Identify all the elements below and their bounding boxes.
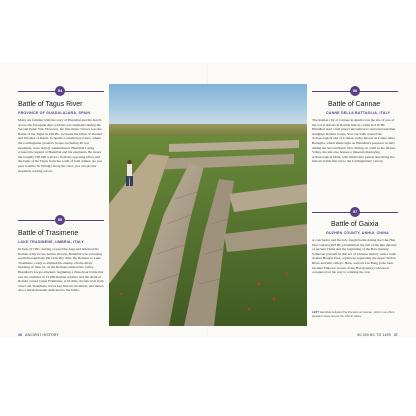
photo-caption <box>312 311 398 318</box>
entry-location: GUZHEN COUNTY, ANHUI, CHINA <box>326 231 389 235</box>
entry-body: Many are familiar with the story of Hannibal and his march across the European Alps with his war elephants during the Second Punic War. However, his first major victory was the Battle of the Tagus in 220 BC, between the tribes of Oretani and Olcades of Iberia. In Spain's Castellón province, where the Carthaginian ground's troops, including 40 war elephants, were largely outnumbered, Hannibal's army crossed the legend of Hannibal and his elephants. Be aware the roughly 100,000 warriors from the opposing tribes and the bank of the Tagus from the south of both armies. As you pass Castillo de Villalga along the river, you can picture elephants wading across. <box>18 118 103 173</box>
entry-body: In June 217 BC, having crossed the Alps and defeated the Roman army in two battles already, Hannibal was sweeping south through Italy. He tactically drew the Romans to Lake Trasimene, ready to ambush his enemy. On the misty morning of June 21, as the Romans entered the valley, Hannibal's troops attacked, beginning a three-hour battle that saw the enemies of 15,000 Roman soldiers and the death of Roman consul Gaius Flaminius. A 10-mile circular trail from Tuoro sul Trasimeno traces key historic moments, and there's also a small museum dedicated to the battle. <box>18 247 104 293</box>
entry-number-badge: 57 <box>350 207 360 217</box>
cannae-photo <box>109 84 307 326</box>
entry-title: Battle of Gaixia <box>331 221 379 228</box>
entry-location: PROVINCE OF GUADALAJARA, SPAIN <box>18 111 91 115</box>
running-head: 50,000 BC TO 1499 <box>357 333 391 337</box>
right-folio <box>357 333 398 337</box>
left-folio <box>18 333 59 337</box>
entry-body: The Roman city of Cannae in Apulia was the site of one of the worst defeats in Roman history, when in 216 BC Hannibal used a full pincer movement to surround and then slaughter Roman troops. You can walk around the archaeological site of Cannae, today known as Canne della Battaglia, which sheds light on Hannibal's presence in Italy during the Second Punic War. Sitting on a hill in the Ofanto Valley, the site also houses a museum displaying archaeological finds, with illustrative panels describing the historic battle that led to the Carthaginians' victory. <box>312 118 396 164</box>
entry-title: Battle of Trasimene <box>18 230 79 237</box>
entry-title: Battle of Tagus River <box>18 101 83 108</box>
entry-number-badge: 55 <box>55 215 65 225</box>
caption-lead: LEFT <box>312 310 319 314</box>
entry-location: CANNE DELLA BATTAGLIA, ITALY <box>326 111 391 115</box>
entry-body: A conclusive and fiercely fought battle during the Chu-Han War, Gaixia (203 BC) determined the fall of the Qin dynasty of ancient China and the beginning of the Han dynasty. Someone yourself in this era of Chinese history with a walk around Hongxi Pass, a gateway separating the upper Yellow River and Wei valleys. Here, warlord Liu Bang (who later became Emperor Gaozu of the Han dynasty) advanced conquered on his way to winning the war. <box>312 238 397 275</box>
caption-text: Hannibal defeated the Romans at Cannae, which now offers pleasant views across the Ofanto Valley. <box>312 310 395 318</box>
page-number: 37 <box>393 333 398 337</box>
running-head: ANCIENT HISTORY <box>25 333 59 337</box>
entry-location: LAKE TRASIMENE, UMBRIA, ITALY <box>18 240 84 244</box>
page-number: 36 <box>18 333 23 337</box>
entry-number-badge: 54 <box>55 86 65 96</box>
entry-number-badge: 56 <box>350 86 360 96</box>
cannae-ruins-image <box>109 84 307 326</box>
entry-title: Battle of Cannae <box>328 101 381 108</box>
